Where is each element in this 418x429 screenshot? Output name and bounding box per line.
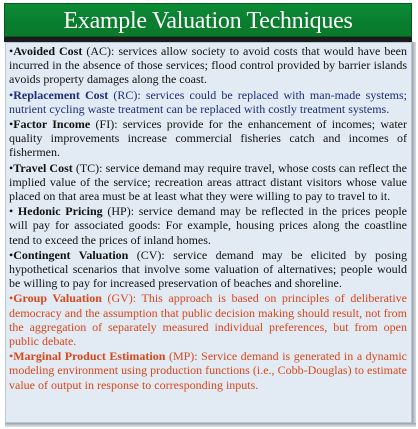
technique-term: Avoided Cost xyxy=(13,44,83,58)
bullet: • xyxy=(9,117,14,132)
technique-hedonic-pricing xyxy=(9,204,407,247)
bullet: • xyxy=(9,291,14,306)
panel-shadow-right xyxy=(412,42,416,426)
slide-title: Example Valuation Techniques xyxy=(63,8,353,34)
technique-contingent-valuation xyxy=(9,248,407,291)
technique-avoided-cost xyxy=(9,44,407,87)
technique-term: Hedonic Pricing xyxy=(17,204,103,219)
technique-term: Marginal Product Estimation xyxy=(13,349,166,364)
title-bar xyxy=(4,3,412,37)
technique-description: (AC): services allow society to avoid costs that would have been incurred in the absence of those services; flood control provided by barrier islands avoids property damages along the coast. xyxy=(9,44,407,87)
bullet: • xyxy=(9,44,14,58)
technique-description: (FI): services provide for the enhancement of incomes; water quality improvements increase commercial fisheries catch and incomes of fishermen. xyxy=(9,117,407,160)
technique-term: Replacement Cost xyxy=(13,87,109,102)
technique-description: (RC): services could be replaced with man-made systems; nutrient cycling waste treatment can be replaced with costly treatment systems. xyxy=(9,87,407,116)
technique-factor-income xyxy=(9,117,407,160)
technique-travel-cost xyxy=(9,161,407,204)
bullet: • xyxy=(9,160,14,175)
technique-term: Factor Income xyxy=(13,117,91,132)
technique-description: (MP): Service demand is generated in a dynamic modeling environment using production functions (i.e., Cobb-Douglas) to estimate value of output in response to corresponding inputs. xyxy=(9,349,408,392)
technique-term: Travel Cost xyxy=(13,160,73,175)
technique-description: (HP): service demand may be reflected in the prices people will pay for associated goods: For example, housing prices along the coastline tend to exceed the prices of inland homes. xyxy=(9,204,408,247)
technique-term: Group Valuation xyxy=(13,291,102,306)
bullet: • xyxy=(9,349,14,364)
technique-term: Contingent Valuation xyxy=(13,247,129,262)
technique-description: (GV): This approach is based on principles of deliberative democracy and the assumption that public decision making should result, not from the aggregation of separately measured individual preferences, but from open public debate. xyxy=(9,291,407,349)
technique-marginal-product-estimation xyxy=(9,349,407,392)
technique-group-valuation xyxy=(9,291,407,348)
panel-shadow-bottom xyxy=(5,423,416,427)
technique-description: (TC): service demand may require travel, whose costs can reflect the implied value of the service; recreation areas attract distant visitors whose value placed on that area must be at least what they were willing to pay to travel to it. xyxy=(9,160,407,204)
bullet: • xyxy=(9,247,14,262)
bullet: • xyxy=(9,87,14,102)
techniques-panel xyxy=(5,42,412,423)
technique-description: (CV): service demand may be elicited by posing hypothetical scenarios that involve some valuation of alternatives; people would be willing to pay for increased preservation of beaches and shoreline. xyxy=(9,247,407,291)
technique-replacement-cost xyxy=(9,88,407,116)
bullet: • xyxy=(9,204,18,219)
